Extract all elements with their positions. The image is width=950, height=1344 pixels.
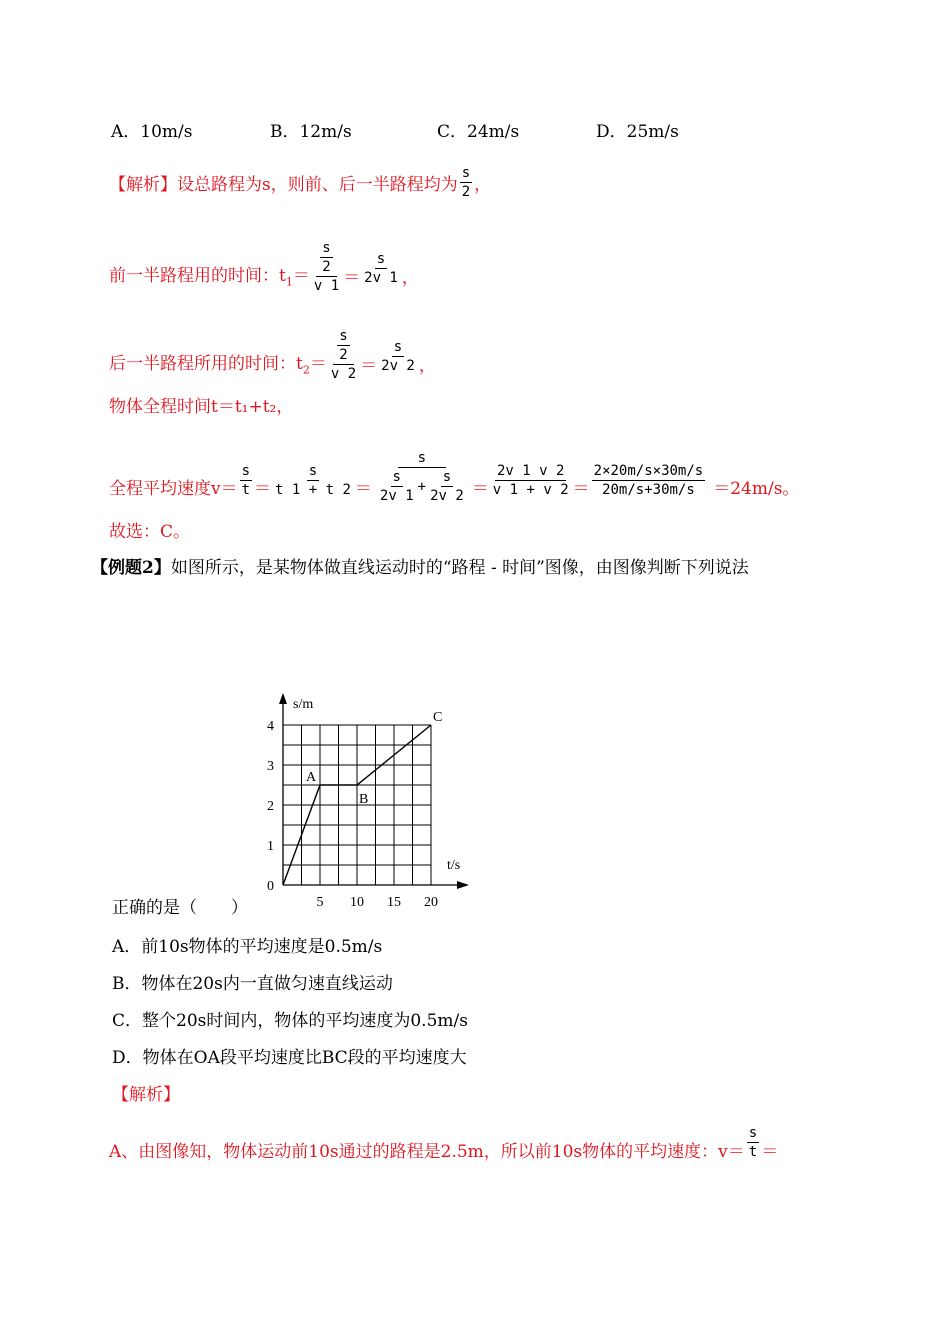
origin-label: 0 [267,879,274,894]
den: 2 [461,183,471,200]
den-frac-2 [428,469,466,504]
q2-title [91,553,749,578]
q2-option-d: D．物体在OA段平均速度比BC段的平均速度大 [112,1048,467,1068]
num: s [461,164,471,181]
fraction-s-over-t [240,463,252,498]
q2-analysis-text: A、由图像知，物体运动前10s通过的路程是2.5m，所以前10s物体的平均速度：v＝ [109,1142,745,1162]
fraction-s-over-sum [374,450,470,504]
t: 后一半路程所用的时间：t [109,353,303,374]
chart-grid [283,725,431,885]
num: s [308,463,318,479]
q2-analysis-label: 【解析】 [112,1085,180,1105]
analysis-line-2 [109,214,419,294]
fraction-s-over-2 [460,165,472,200]
fraction-half-over-v1 [312,240,341,294]
den: 20m/s+30m/s [602,482,695,498]
sub: 1 [285,275,293,288]
den: 2 [339,347,348,363]
fraction-s-over-2v1 [362,251,400,286]
y-axis-arrow [279,693,287,704]
x-axis-label: t/s [447,858,461,873]
y-axis-label: s/m [293,697,314,712]
y-tick-label: 4 [267,719,274,734]
fraction-2v1v2 [491,463,571,498]
analysis-line-1-text: 【解析】设总路程为s，则前、后一半路程均为 [109,174,458,195]
inner-frac [320,240,332,275]
num: s [241,463,251,479]
den: t 1 + t 2 [275,482,351,498]
fraction-calc [592,463,706,498]
analysis-line-1 [109,152,491,212]
analysis-line-5-text: 全程平均速度v＝ [109,479,238,499]
q2-analysis-line [109,1116,778,1166]
den: t [748,1144,758,1160]
eq: ＝ [360,356,378,376]
eq: ＝ [343,268,361,288]
den: 2 [322,259,331,275]
q2-text: 如图所示，是某物体做直线运动时的“路程 - 时间”图像，由图像判断下列说法 [170,558,749,578]
den: 2v 1 [379,488,414,504]
fraction-s-over-t-2 [747,1125,759,1160]
q2-option-b: B．物体在20s内一直做匀速直线运动 [112,974,393,994]
q2-stem-end: 正确的是（ ） [112,898,248,918]
den: v 1 [313,278,340,294]
analysis-line-6: 故选：C。 [109,522,191,542]
point-label-a: A [306,770,317,785]
q2-option-a: A．前10s物体的平均速度是0.5m/s [112,937,383,957]
t: 前一半路程用的时间：t [109,265,286,286]
den: v 1 + v 2 [492,482,569,498]
analysis-line-2-text [109,261,310,294]
punct: ， [401,268,419,288]
eq: ＝ [309,353,327,374]
x-tick-label: 15 [387,895,401,910]
point-label-b: B [359,792,369,807]
eq: ＝ [292,265,310,286]
x-tick-label: 20 [424,895,438,910]
num: s [393,339,403,355]
fraction-s-over-t1t2 [273,463,353,498]
option-d: D．25m/s [596,122,679,142]
sub: 2 [302,363,310,376]
q2-label: 【例题2】 [91,558,171,578]
option-b: B．12m/s [270,122,352,142]
eq: ＝ [572,479,590,499]
eq: ＝ [761,1142,779,1162]
analysis-line-5 [109,424,799,504]
punct: ， [418,356,436,376]
y-tick-label: 1 [267,839,274,854]
den [374,468,470,504]
num: s [748,1125,758,1141]
num: s [442,469,452,485]
num: 2v 1 v 2 [496,463,565,479]
den: 2v 2 [381,358,415,374]
num [333,328,353,365]
num: s [398,450,446,468]
result: ＝24m/s。 [713,479,800,499]
fraction-half-over-v2 [329,328,358,382]
num: 2×20m/s×30m/s [593,463,704,479]
y-tick-label: 3 [267,759,274,774]
y-tick-label: 2 [267,799,274,814]
x-tick-label: 10 [350,895,364,910]
num: s [376,251,386,267]
num: s [339,328,348,344]
eq: ＝ [471,479,489,499]
punct: ， [474,174,492,195]
inner-frac [337,328,349,363]
num: s [392,469,401,485]
st-chart [255,690,475,910]
den-frac-1 [378,469,416,504]
point-label-c: C [433,710,443,725]
analysis-line-3-text [109,349,327,382]
x-tick-label: 5 [316,895,324,910]
q2-option-c: C．整个20s时间内，物体的平均速度为0.5m/s [112,1011,468,1031]
eq: ＝ [254,479,272,499]
num: s [322,240,331,256]
den: t [241,482,251,498]
x-axis-arrow [457,881,469,889]
option-a: A．10m/s [111,122,193,142]
den: v 2 [330,366,357,382]
plus: + [417,478,427,495]
option-c: C．24m/s [437,122,520,142]
fraction-s-over-2v2 [379,339,417,374]
num [316,240,336,277]
den: 2v 2 [430,488,464,504]
analysis-line-3 [109,302,436,382]
eq: ＝ [354,479,372,499]
den: 2v 1 [364,270,398,286]
analysis-line-4: 物体全程时间t＝t₁+t₂， [109,397,294,417]
